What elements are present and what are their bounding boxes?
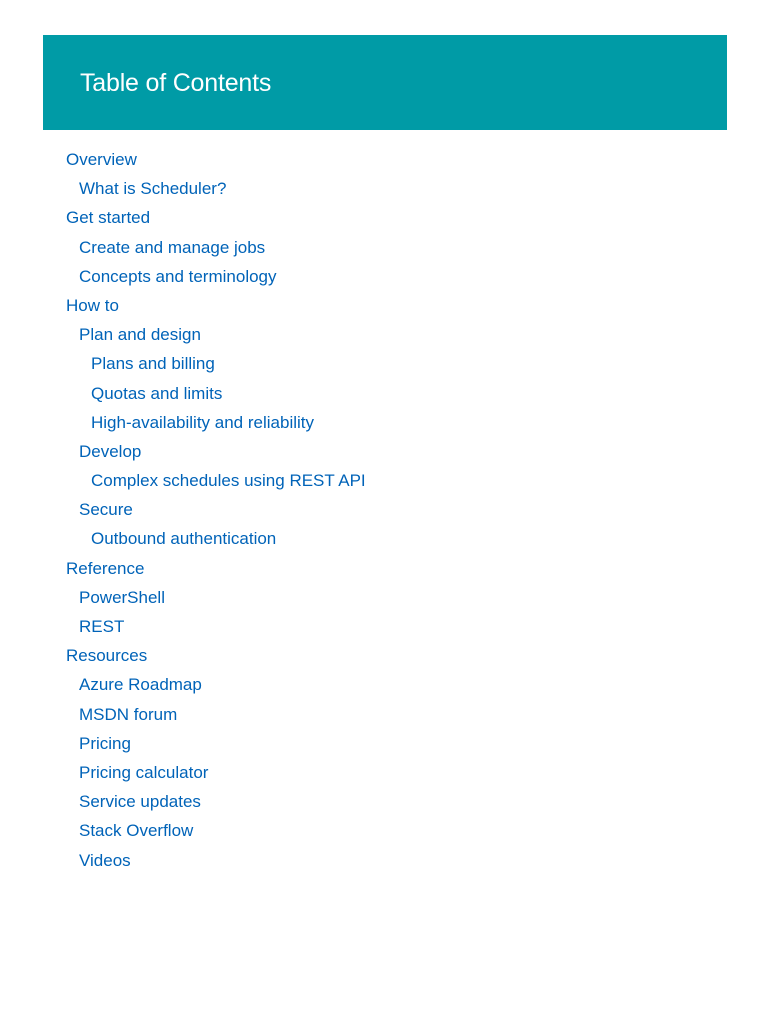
toc-link[interactable]: Outbound authentication	[91, 529, 277, 549]
toc-link[interactable]: Resources	[66, 646, 148, 666]
toc-link[interactable]: High-availability and reliability	[91, 412, 314, 432]
toc-link[interactable]: Stack Overflow	[79, 821, 194, 841]
toc-link[interactable]: Service updates	[79, 792, 201, 812]
toc-link[interactable]: REST	[79, 617, 125, 636]
toc-link[interactable]: Plans and billing	[91, 354, 215, 374]
toc-link[interactable]: Pricing	[79, 733, 131, 753]
toc-link[interactable]: Get started	[66, 208, 151, 228]
toc-link[interactable]: Create and manage jobs	[79, 237, 266, 257]
toc-link[interactable]: Pricing calculator	[79, 762, 209, 782]
page-title: Table of Contents	[80, 69, 272, 97]
toc-link[interactable]: PowerShell	[79, 587, 165, 607]
toc-link[interactable]: Videos	[79, 850, 131, 870]
toc-header-banner	[43, 35, 727, 130]
toc-link[interactable]: Concepts and terminology	[79, 266, 277, 286]
toc-link[interactable]: How to	[66, 295, 119, 315]
table-of-contents-list	[66, 145, 366, 875]
toc-link[interactable]: MSDN forum	[79, 704, 178, 724]
toc-link[interactable]: Azure Roadmap	[79, 675, 202, 695]
toc-link[interactable]: Plan and design	[79, 325, 201, 345]
toc-link[interactable]: Quotas and limits	[91, 383, 223, 403]
toc-link[interactable]: Secure	[79, 500, 133, 520]
toc-link[interactable]: Develop	[79, 441, 142, 461]
toc-link[interactable]: Complex schedules using REST API	[91, 471, 366, 491]
toc-link[interactable]: Overview	[66, 150, 137, 169]
toc-link[interactable]: What is Scheduler?	[79, 179, 227, 199]
toc-link[interactable]: Reference	[66, 558, 145, 578]
